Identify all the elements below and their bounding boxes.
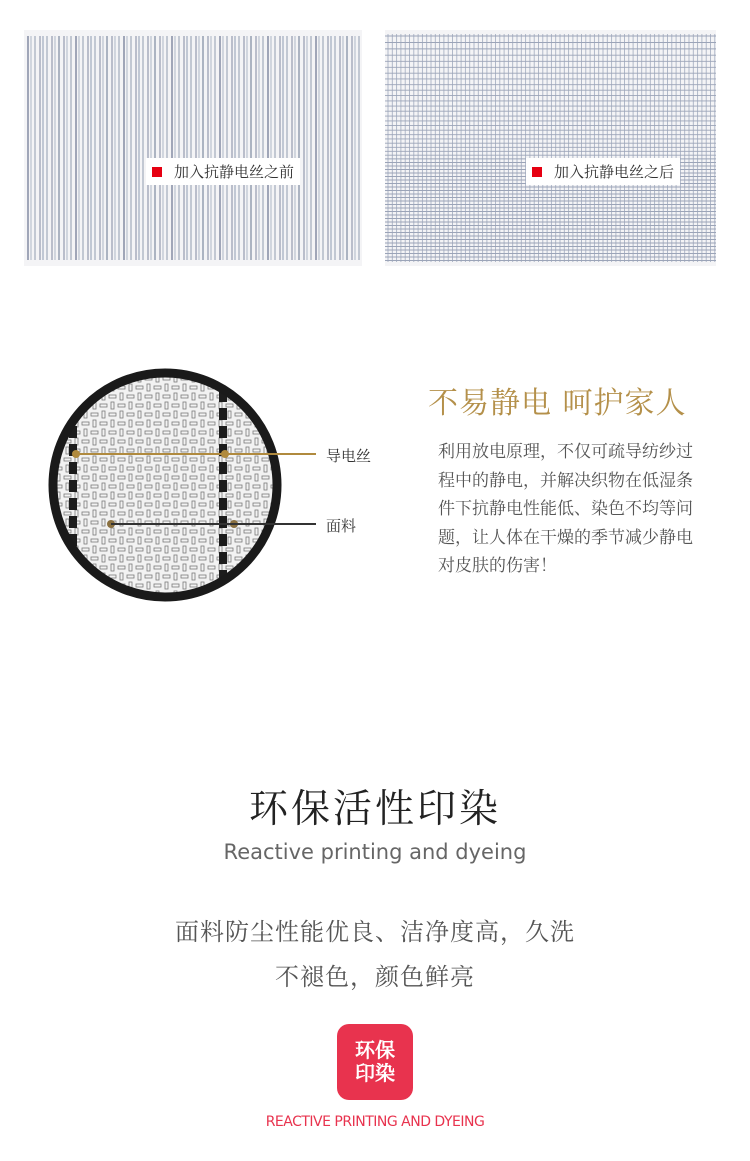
before-label: 加入抗静电丝之前 xyxy=(174,163,295,181)
conductive-thread-label: 导电丝 xyxy=(326,447,372,465)
red-marker-icon xyxy=(532,167,542,177)
dyeing-subtitle: Reactive printing and dyeing xyxy=(223,840,527,864)
before-label-tag xyxy=(146,158,300,185)
fabric-pointer xyxy=(111,523,316,525)
vertical-yarn-pattern xyxy=(24,30,362,266)
after-label: 加入抗静电丝之后 xyxy=(554,163,675,181)
grid-yarn-pattern xyxy=(385,30,716,266)
badge-line-2: 印染 xyxy=(355,1061,395,1085)
dyeing-description-line-2: 不褪色，颜色鲜亮 xyxy=(275,963,475,991)
fabric-magnifier-image xyxy=(45,365,285,605)
before-comparison-image xyxy=(24,30,362,266)
antistatic-title: 不易静电 呵护家人 xyxy=(428,386,687,421)
fabric-label: 面料 xyxy=(326,517,357,535)
badge-caption: REACTIVE PRINTING AND DYEING xyxy=(265,1114,485,1130)
dyeing-title: 环保活性印染 xyxy=(248,787,501,832)
after-comparison-image xyxy=(385,30,716,266)
antistatic-description: 利用放电原理，不仅可疏导纺纱过程中的静电，并解决织物在低湿条件下抗静电性能低、染色不均等问题，让人体在干燥的季节减少静电对皮肤的伤害！ xyxy=(438,442,693,576)
dyeing-description-line-1: 面料防尘性能优良、洁净度高，久洗 xyxy=(175,918,575,946)
badge-line-1: 环保 xyxy=(355,1038,395,1062)
eco-dyeing-badge-icon xyxy=(337,1024,413,1100)
red-marker-icon xyxy=(152,167,162,177)
after-label-tag xyxy=(526,158,680,185)
conductive-thread-pointer xyxy=(76,453,316,455)
